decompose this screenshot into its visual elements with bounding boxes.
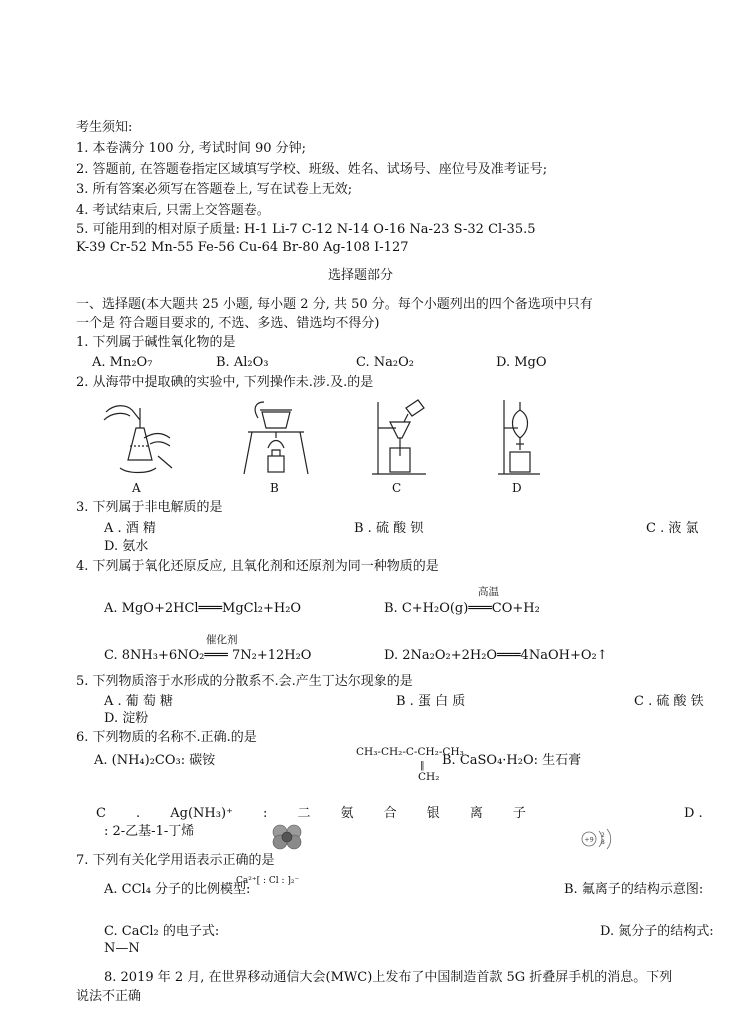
q6-c-part: 氨 [340,806,354,821]
notice-item-1: 1. 本卷满分 100 分, 考试时间 90 分钟; [76,141,307,156]
fluoride-shell-1-text: 2 [601,832,605,839]
q7-option-a: A. CCl₄ 分子的比例模型: [104,882,251,897]
atomic-mass-line-2: K-39 Cr-52 Mn-55 Fe-56 Cu-64 Br-80 Ag-108 I-127 [76,240,409,255]
q4-stem: 4. 下列属于氧化还原反应, 且氧化剂和还原剂为同一种物质的是 [76,559,439,574]
q8-line-1: 8. 2019 年 2 月, 在世界移动通信大会(MWC)上发布了中国制造首款 5G 折叠屏手机的消息。下列 [104,970,673,985]
q5-option-d: D. 淀粉 [104,711,149,726]
q1-option-b: B. Al₂O₃ [216,355,269,370]
q6-c-part: 二 [297,806,311,821]
q6-option-c [96,806,526,822]
notice-item-4: 4. 考试结束后, 只需上交答题卷。 [76,203,270,218]
q6-c-part: 子 [512,806,526,821]
q6-c-part: C [96,806,106,821]
q7-option-b: B. 氟离子的结构示意图: [564,882,704,897]
q6-option-a: A. (NH₄)₂CO₃: 碳铵 [94,753,216,768]
q4-option-a: A. MgO+2HCl═══MgCl₂+H₂O [104,601,302,616]
q4-option-c: C. 8NH₃+6NO₂═══ 7N₂+12H₂O [104,648,312,663]
q4-option-b: B. C+H₂O(g)═══CO+H₂ [384,601,540,616]
intro-line-1: 一、选择题(本大题共 25 小题, 每小题 2 分, 共 50 分。每个小题列出的四个备选项中只有 [76,297,593,312]
q6-stem: 6. 下列物质的名称不.正确.的是 [76,730,257,745]
apparatus-d-image [494,398,544,478]
q6-c-part: 银 [426,806,440,821]
q6-c-part: 离 [469,806,483,821]
q1-option-a: A. Mn₂O₇ [92,355,153,370]
q3-option-d: D. 氨水 [104,539,149,554]
apparatus-c-image [366,398,436,478]
notice-item-2: 2. 答题前, 在答题卷指定区域填写学校、班级、姓名、试场号、座位号及准考证号; [76,162,548,177]
q7-option-c: C. CaCl₂ 的电子式: [104,924,220,939]
q5-option-b: B . 蛋 白 质 [396,694,466,709]
q3-option-c: C . 液 氯 [646,521,699,536]
q1-option-d: D. MgO [496,355,547,370]
q6-c-part: 合 [383,806,397,821]
q4-c-condition: 催化剂 [206,634,238,646]
apparatus-a-label: A [132,481,141,495]
q1-option-c: C. Na₂O₂ [356,355,414,370]
ccl4-model-image [270,822,304,852]
q3-option-a: A . 酒 精 [104,521,156,536]
q6-structure-main: CH₃-CH₂-C-CH₂-CH₃ [356,746,464,758]
notice-title: 考生须知: [76,120,133,135]
q6-c-part: . [136,806,141,821]
q4-option-d: D. 2Na₂O₂+2H₂O═══4NaOH+O₂↑ [384,648,608,663]
q2-stem: 2. 从海带中提取碘的实验中, 下列操作未.涉.及.的是 [76,375,374,390]
q5-option-a: A . 葡 萄 糖 [104,694,174,709]
q6-option-b: B. CaSO₄·H₂O: 生石膏 [442,753,582,768]
q7-electron-formula: Ca²⁺[ : Cl : ]₂⁻ [236,876,300,886]
q8-line-2: 说法不正确 [76,989,142,1004]
atomic-mass-line-1: 5. 可能用到的相对原子质量: H-1 Li-7 C-12 N-14 O-16 Na-23 S-32 Cl-35.5 [76,222,536,237]
q3-option-b: B . 硫 酸 钡 [354,521,424,536]
apparatus-a-image [100,398,176,478]
q6-c-part: : [262,806,268,821]
q6-structure-double-bond: ‖ [420,761,425,771]
q3-stem: 3. 下列属于非电解质的是 [76,500,223,515]
q1-stem: 1. 下列属于碱性氧化物的是 [76,335,236,350]
q7-d-formula: N—N [104,941,140,956]
section-title: 选择题部分 [328,268,394,283]
notice-item-3: 3. 所有答案必须写在答题卷上, 写在试卷上无效; [76,182,353,197]
fluoride-nucleus-text: +9 [584,835,594,844]
apparatus-b-label: B [270,481,279,495]
q5-option-c: C . 硫 酸 铁 [634,694,704,709]
q5-stem: 5. 下列物质溶于水形成的分散系不.会.产生丁达尔现象的是 [76,674,413,689]
q6-option-d: : 2-乙基-1-丁烯 [104,824,195,839]
apparatus-d-label: D [512,481,522,495]
q7-option-d: D. 氮分子的结构式: [600,924,714,939]
q6-option-d-head: D . [684,806,703,821]
q6-c-part: Ag(NH₃)⁺ [170,806,233,821]
fluoride-shell-2-text: 8 [601,839,605,846]
q7-stem: 7. 下列有关化学用语表示正确的是 [76,853,275,868]
q4-b-condition: 高温 [478,586,499,598]
intro-line-2: 一个是 符合题目要求的, 不选、多选、错选均不得分) [76,316,380,331]
apparatus-b-image [238,398,314,478]
apparatus-c-label: C [392,481,402,495]
fluoride-structure-image [580,826,620,852]
q6-structure-branch: CH₂ [418,771,440,783]
